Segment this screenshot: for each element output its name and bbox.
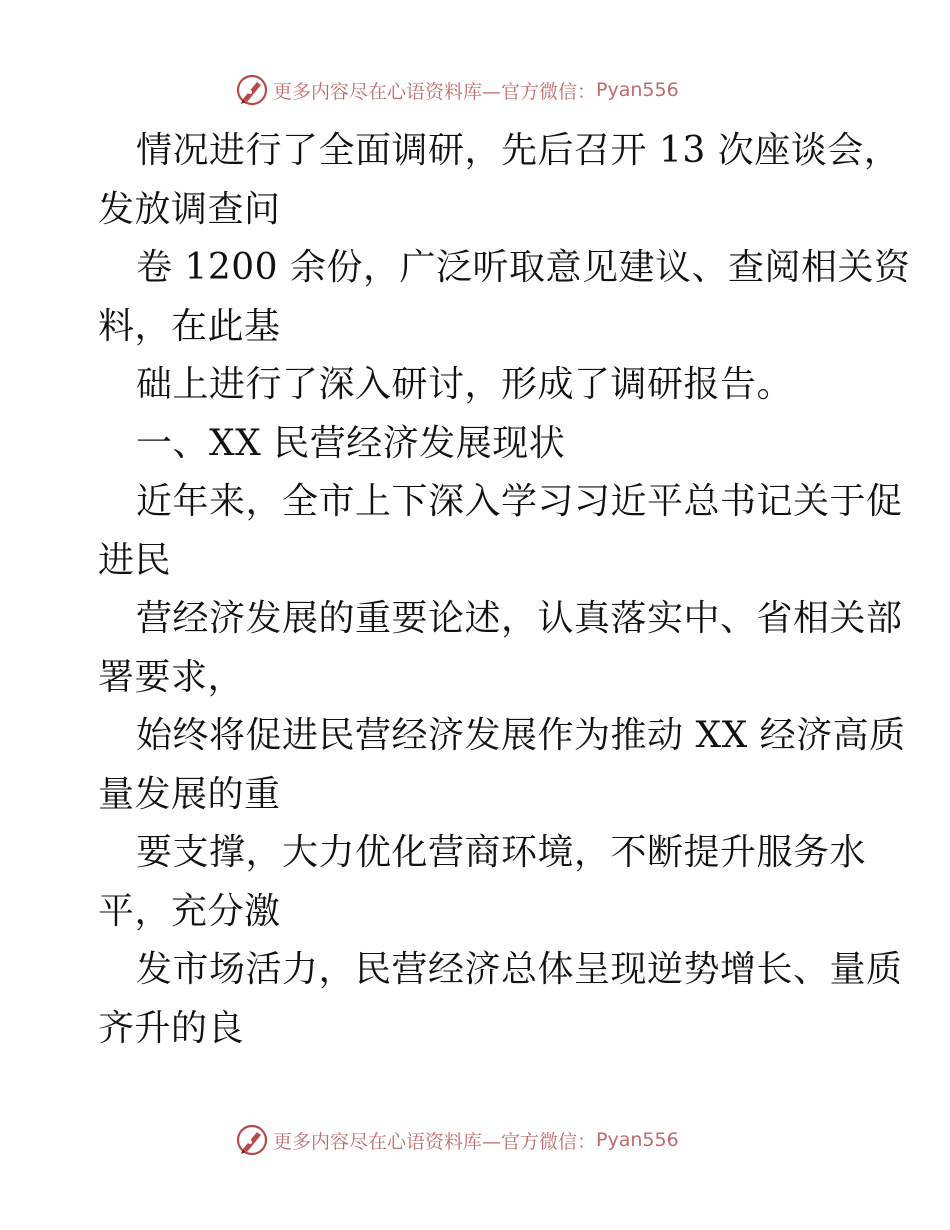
text-line: 础上进行了深入研讨，形成了调研报告。 — [136, 364, 794, 405]
text-line: 要支撑，大力优化营商环境，不断提升服务水 — [136, 832, 867, 873]
text-line: 发市场活力，民营经济总体呈现逆势增长、量质 — [136, 949, 903, 990]
watermark-sub-text: —官方微信： — [482, 1130, 597, 1153]
footer-watermark — [235, 1122, 679, 1158]
text-line: 卷 1200 余份，广泛听取意见建议、查阅相关资 — [136, 247, 911, 288]
text-line: 进民 — [98, 539, 172, 581]
watermark-main-text: 更多内容尽在心语资料库 — [273, 80, 483, 103]
text-line: 齐升的良 — [98, 1007, 245, 1049]
text-line: 始终将促进民营经济发展作为推动 XX 经济高质 — [136, 715, 906, 756]
text-line: 情况进行了全面调研，先后召开 13 次座谈会， — [136, 130, 901, 171]
text-line: 平，充分激 — [98, 890, 281, 932]
pen-logo-icon — [235, 1123, 269, 1157]
watermark-sub-text: —官方微信： — [482, 80, 597, 103]
watermark-wechat-id: Pyan556 — [596, 79, 679, 101]
text-line: 料，在此基 — [98, 305, 281, 347]
section-heading: 一、XX 民营经济发展现状 — [136, 422, 566, 464]
text-line: 发放调查问 — [98, 188, 281, 230]
text-line: 署要求， — [98, 656, 245, 698]
text-line: 近年来，全市上下深入学习习近平总书记关于促 — [136, 481, 903, 522]
watermark-wechat-id: Pyan556 — [596, 1129, 679, 1151]
text-line: 营经济发展的重要论述，认真落实中、省相关部 — [136, 598, 903, 639]
text-line: 量发展的重 — [98, 773, 281, 815]
watermark-main-text: 更多内容尽在心语资料库 — [273, 1130, 483, 1153]
pen-logo-icon — [235, 73, 269, 107]
document-body — [98, 122, 911, 1058]
header-watermark — [235, 72, 679, 108]
